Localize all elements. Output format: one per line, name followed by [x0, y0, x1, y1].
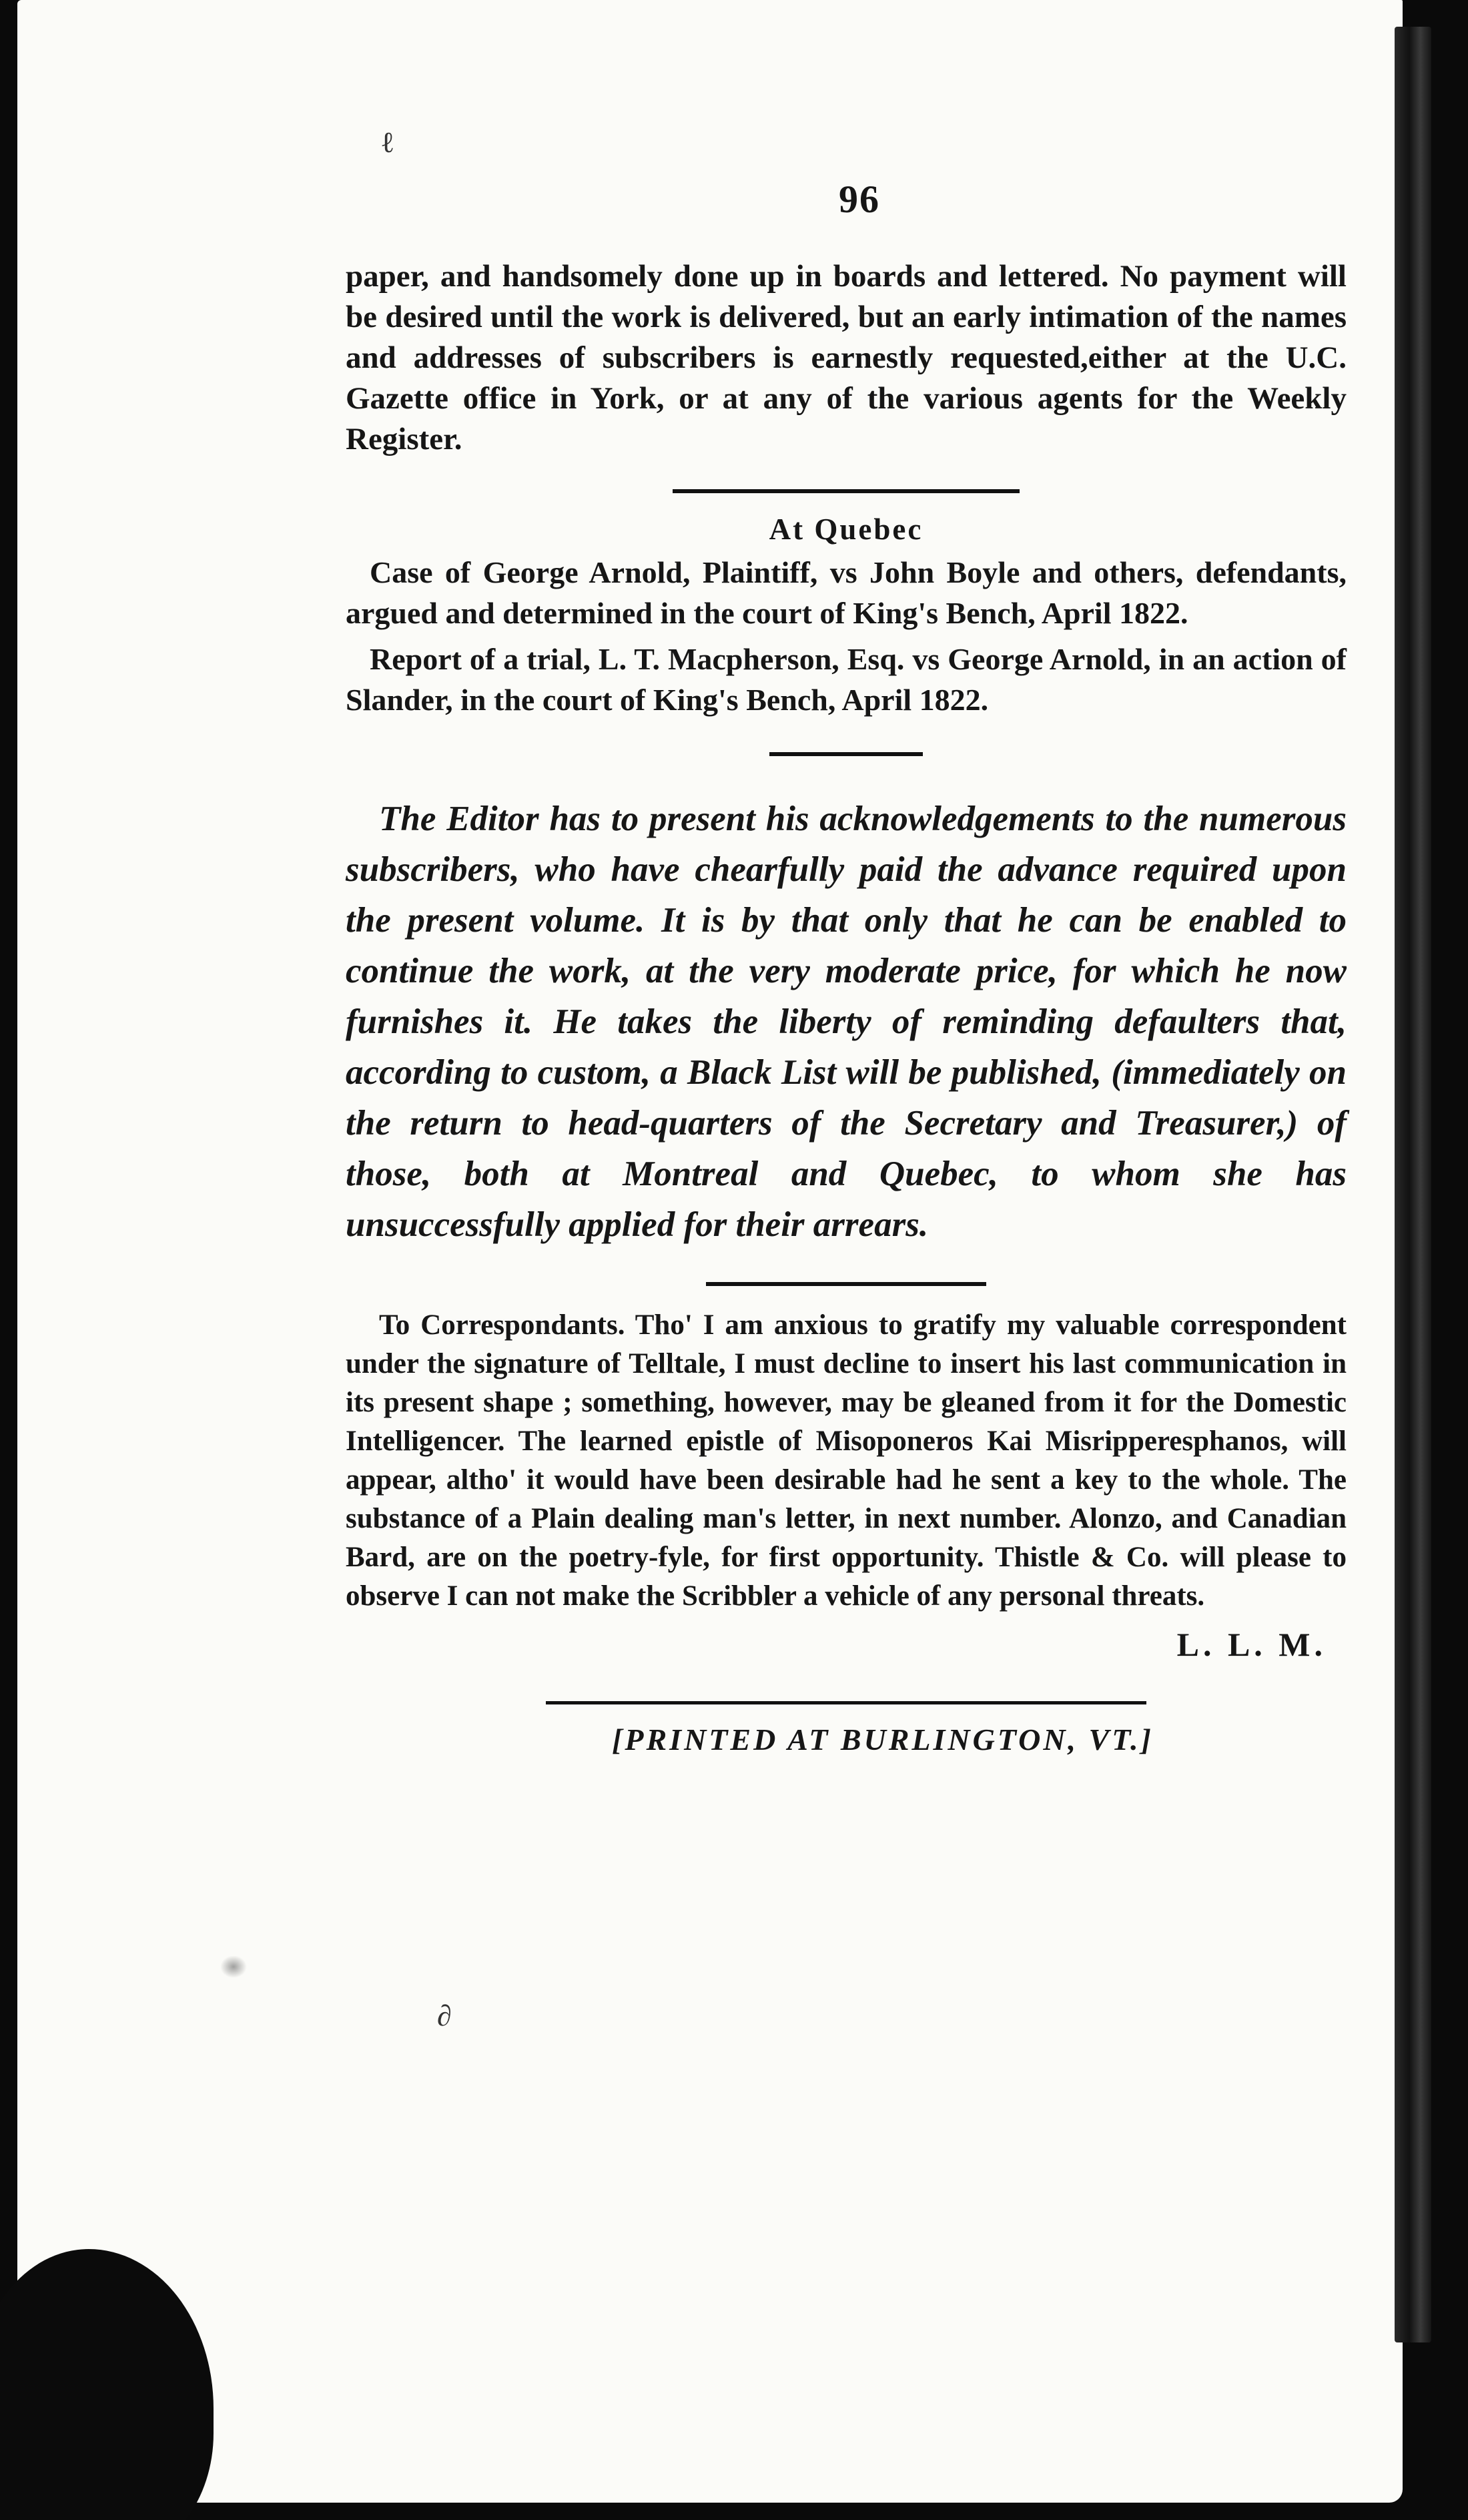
- case-listing: Case of George Arnold, Plaintiff, vs John Boyle and others, defendants, argued and determined in the court of King's Bench, April 1822.: [346, 555, 1347, 630]
- subscription-continuation: paper, and handsomely done up in boards and lettered. No payment will be desired until the work is delivered, but an early intimation of the names and addresses of subscribers is earnestly requested,either at the U.C. Gazette office in York, or at any of the various agents for the Weekly Register.: [346, 259, 1347, 456]
- page-text: [346, 177, 1347, 1757]
- signature: L. L. M.: [1176, 1626, 1327, 1663]
- trial-report-listing: Report of a trial, L. T. Macpherson, Esq. vs George Arnold, in an action of Slander, in the court of King's Bench, April 1822.: [346, 642, 1347, 717]
- section-divider: [673, 489, 1020, 493]
- ink-speck: ∂: [437, 1999, 452, 2032]
- footer-rule: [546, 1701, 1146, 1704]
- ink-speck: ℓ: [380, 126, 395, 159]
- page-number: 96: [839, 178, 880, 221]
- quebec-heading: At Quebec: [769, 513, 924, 546]
- printer-imprint: [PRINTED AT BURLINGTON, VT.]: [612, 1722, 1154, 1757]
- section-divider: [769, 752, 923, 756]
- section-divider: [706, 1282, 986, 1286]
- correspondents-notice: To Correspondants. Tho' I am anxious to gratify my valuable correspondent under the signature of Telltale, I must decline to insert his last communication in its present shape ; something, however, may be gleaned from it for the Domestic Intelligencer. The learned epistle of Misoponeros Kai Misripperesphanos, will appear, altho' it would have been desirable had he sent a key to the whole. The substance of a Plain dealing man's letter, in next number. Alonzo, and Canadian Bard, are on the poetry-fyle, for first opportunity. Thistle & Co. will please to observe I can not make the Scribbler a vehicle of any personal threats.: [346, 1309, 1347, 1612]
- book-edge: [1395, 27, 1431, 2342]
- editor-notice: The Editor has to present his acknowledgements to the numerous subscribers, who have chearfully paid the advance required upon the present volume. It is by that only that he can be enabled to continue the work, at the very moderate price, for which he now furnishes it. He takes the liberty of reminding defaulters that, according to custom, a Black List will be published, (immediately on the return to head-quarters of the Secretary and Treasurer,) of those, both at Montreal and Quebec, to whom she has unsuccessfully applied for their arrears.: [346, 800, 1347, 1244]
- ink-blot: [220, 1955, 247, 1978]
